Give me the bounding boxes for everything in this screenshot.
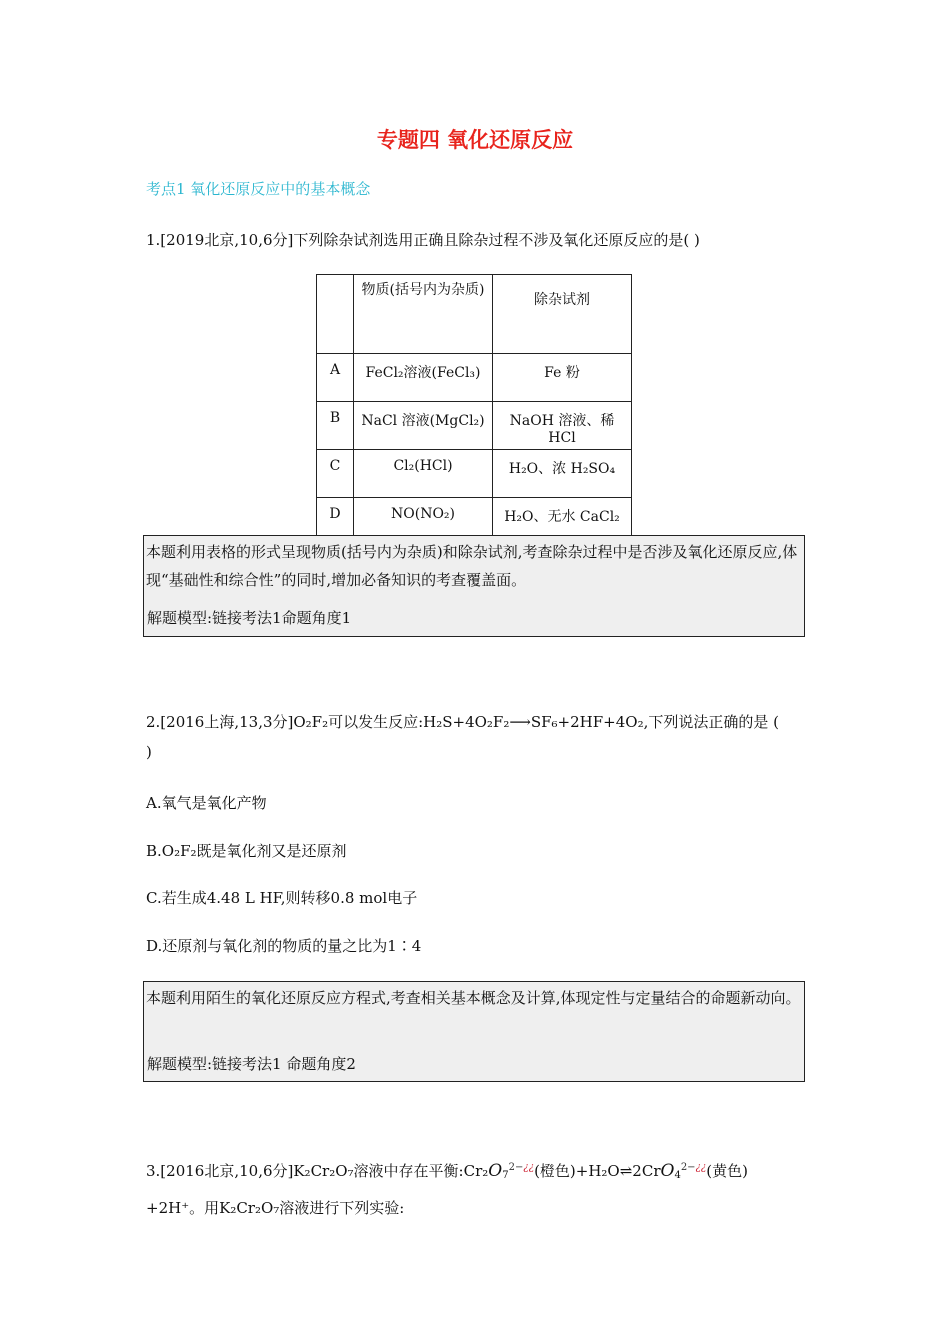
solution-model: 解题模型:链接考法1 命题角度2 xyxy=(147,1055,356,1073)
table-row xyxy=(317,450,632,498)
table-header-row xyxy=(317,275,632,354)
reagent-cell: H₂O、无水 CaCl₂ xyxy=(493,498,632,546)
substance-cell: NO(NO₂) xyxy=(354,498,493,546)
ion-subscript: 4 xyxy=(674,1170,681,1181)
ion-mark: ¿¿ xyxy=(523,1162,535,1173)
question-2-stem-cont: ) xyxy=(146,743,152,761)
option-label: A xyxy=(317,354,354,402)
stem-text: (橙色)+H₂O⇌2Cr xyxy=(534,1162,661,1180)
option-a: A.氧气是氧化产物 xyxy=(146,794,267,812)
option-d: D.还原剂与氧化剂的物质的量之比为1∶4 xyxy=(146,937,422,955)
section-heading: 考点1 氧化还原反应中的基本概念 xyxy=(146,180,371,198)
question-3-stem xyxy=(146,1160,748,1181)
table-header-cell: 除杂试剂 xyxy=(493,275,632,354)
option-label: C xyxy=(317,450,354,498)
option-b: B.O₂F₂既是氧化剂又是还原剂 xyxy=(146,842,347,860)
reagent-cell: H₂O、浓 H₂SO₄ xyxy=(493,450,632,498)
page-title: 专题四 氧化还原反应 xyxy=(376,128,574,152)
ion-charge: 2− xyxy=(508,1162,524,1173)
solution-model: 解题模型:链接考法1命题角度1 xyxy=(147,609,352,627)
question-1-note-box xyxy=(143,535,805,637)
substance-cell: FeCl₂溶液(FeCl₃) xyxy=(354,354,493,402)
option-c: C.若生成4.48 L HF,则转移0.8 mol电子 xyxy=(146,889,418,907)
question-3-stem-cont: +2H⁺。用K₂Cr₂O₇溶液进行下列实验: xyxy=(146,1199,405,1217)
note-text: 本题利用表格的形式呈现物质(括号内为杂质)和除杂试剂,考查除杂过程中是否涉及氧化还原反应,体现“基础性和综合性”的同时,增加必备知识的考查覆盖面。 xyxy=(146,543,798,589)
table-header-cell xyxy=(317,275,354,354)
ion-mark: ¿¿ xyxy=(695,1162,707,1173)
question-2-note-box xyxy=(143,981,805,1082)
substance-cell: Cl₂(HCl) xyxy=(354,450,493,498)
substance-cell: NaCl 溶液(MgCl₂) xyxy=(354,402,493,450)
question-2-stem: 2.[2016上海,13,3分]O₂F₂可以发生反应:H₂S+4O₂F₂⟶SF₆+2HF+4O₂,下列说法正确的是 ( xyxy=(146,713,779,731)
question-1-table xyxy=(316,274,632,546)
table-header-cell: 物质(括号内为杂质) xyxy=(354,275,493,354)
note-text: 本题利用陌生的氧化还原反应方程式,考查相关基本概念及计算,体现定性与定量结合的命题新动向。 xyxy=(146,989,801,1007)
reagent-cell: Fe 粉 xyxy=(493,354,632,402)
reagent-cell: NaOH 溶液、稀 HCl xyxy=(493,402,632,450)
ion-subscript: 7 xyxy=(502,1170,509,1181)
option-label: D xyxy=(317,498,354,546)
question-1-stem: 1.[2019北京,10,6分]下列除杂试剂选用正确且除杂过程不涉及氧化还原反应的是( ) xyxy=(146,231,700,249)
dichromate-ion: O xyxy=(488,1161,503,1181)
stem-text: 3.[2016北京,10,6分]K₂Cr₂O₇溶液中存在平衡:Cr₂ xyxy=(146,1162,489,1180)
stem-text: (黄色) xyxy=(706,1162,749,1180)
table-row xyxy=(317,402,632,450)
ion-charge: 2− xyxy=(680,1162,696,1173)
table-row xyxy=(317,354,632,402)
option-label: B xyxy=(317,402,354,450)
chromate-ion: O xyxy=(660,1161,675,1181)
